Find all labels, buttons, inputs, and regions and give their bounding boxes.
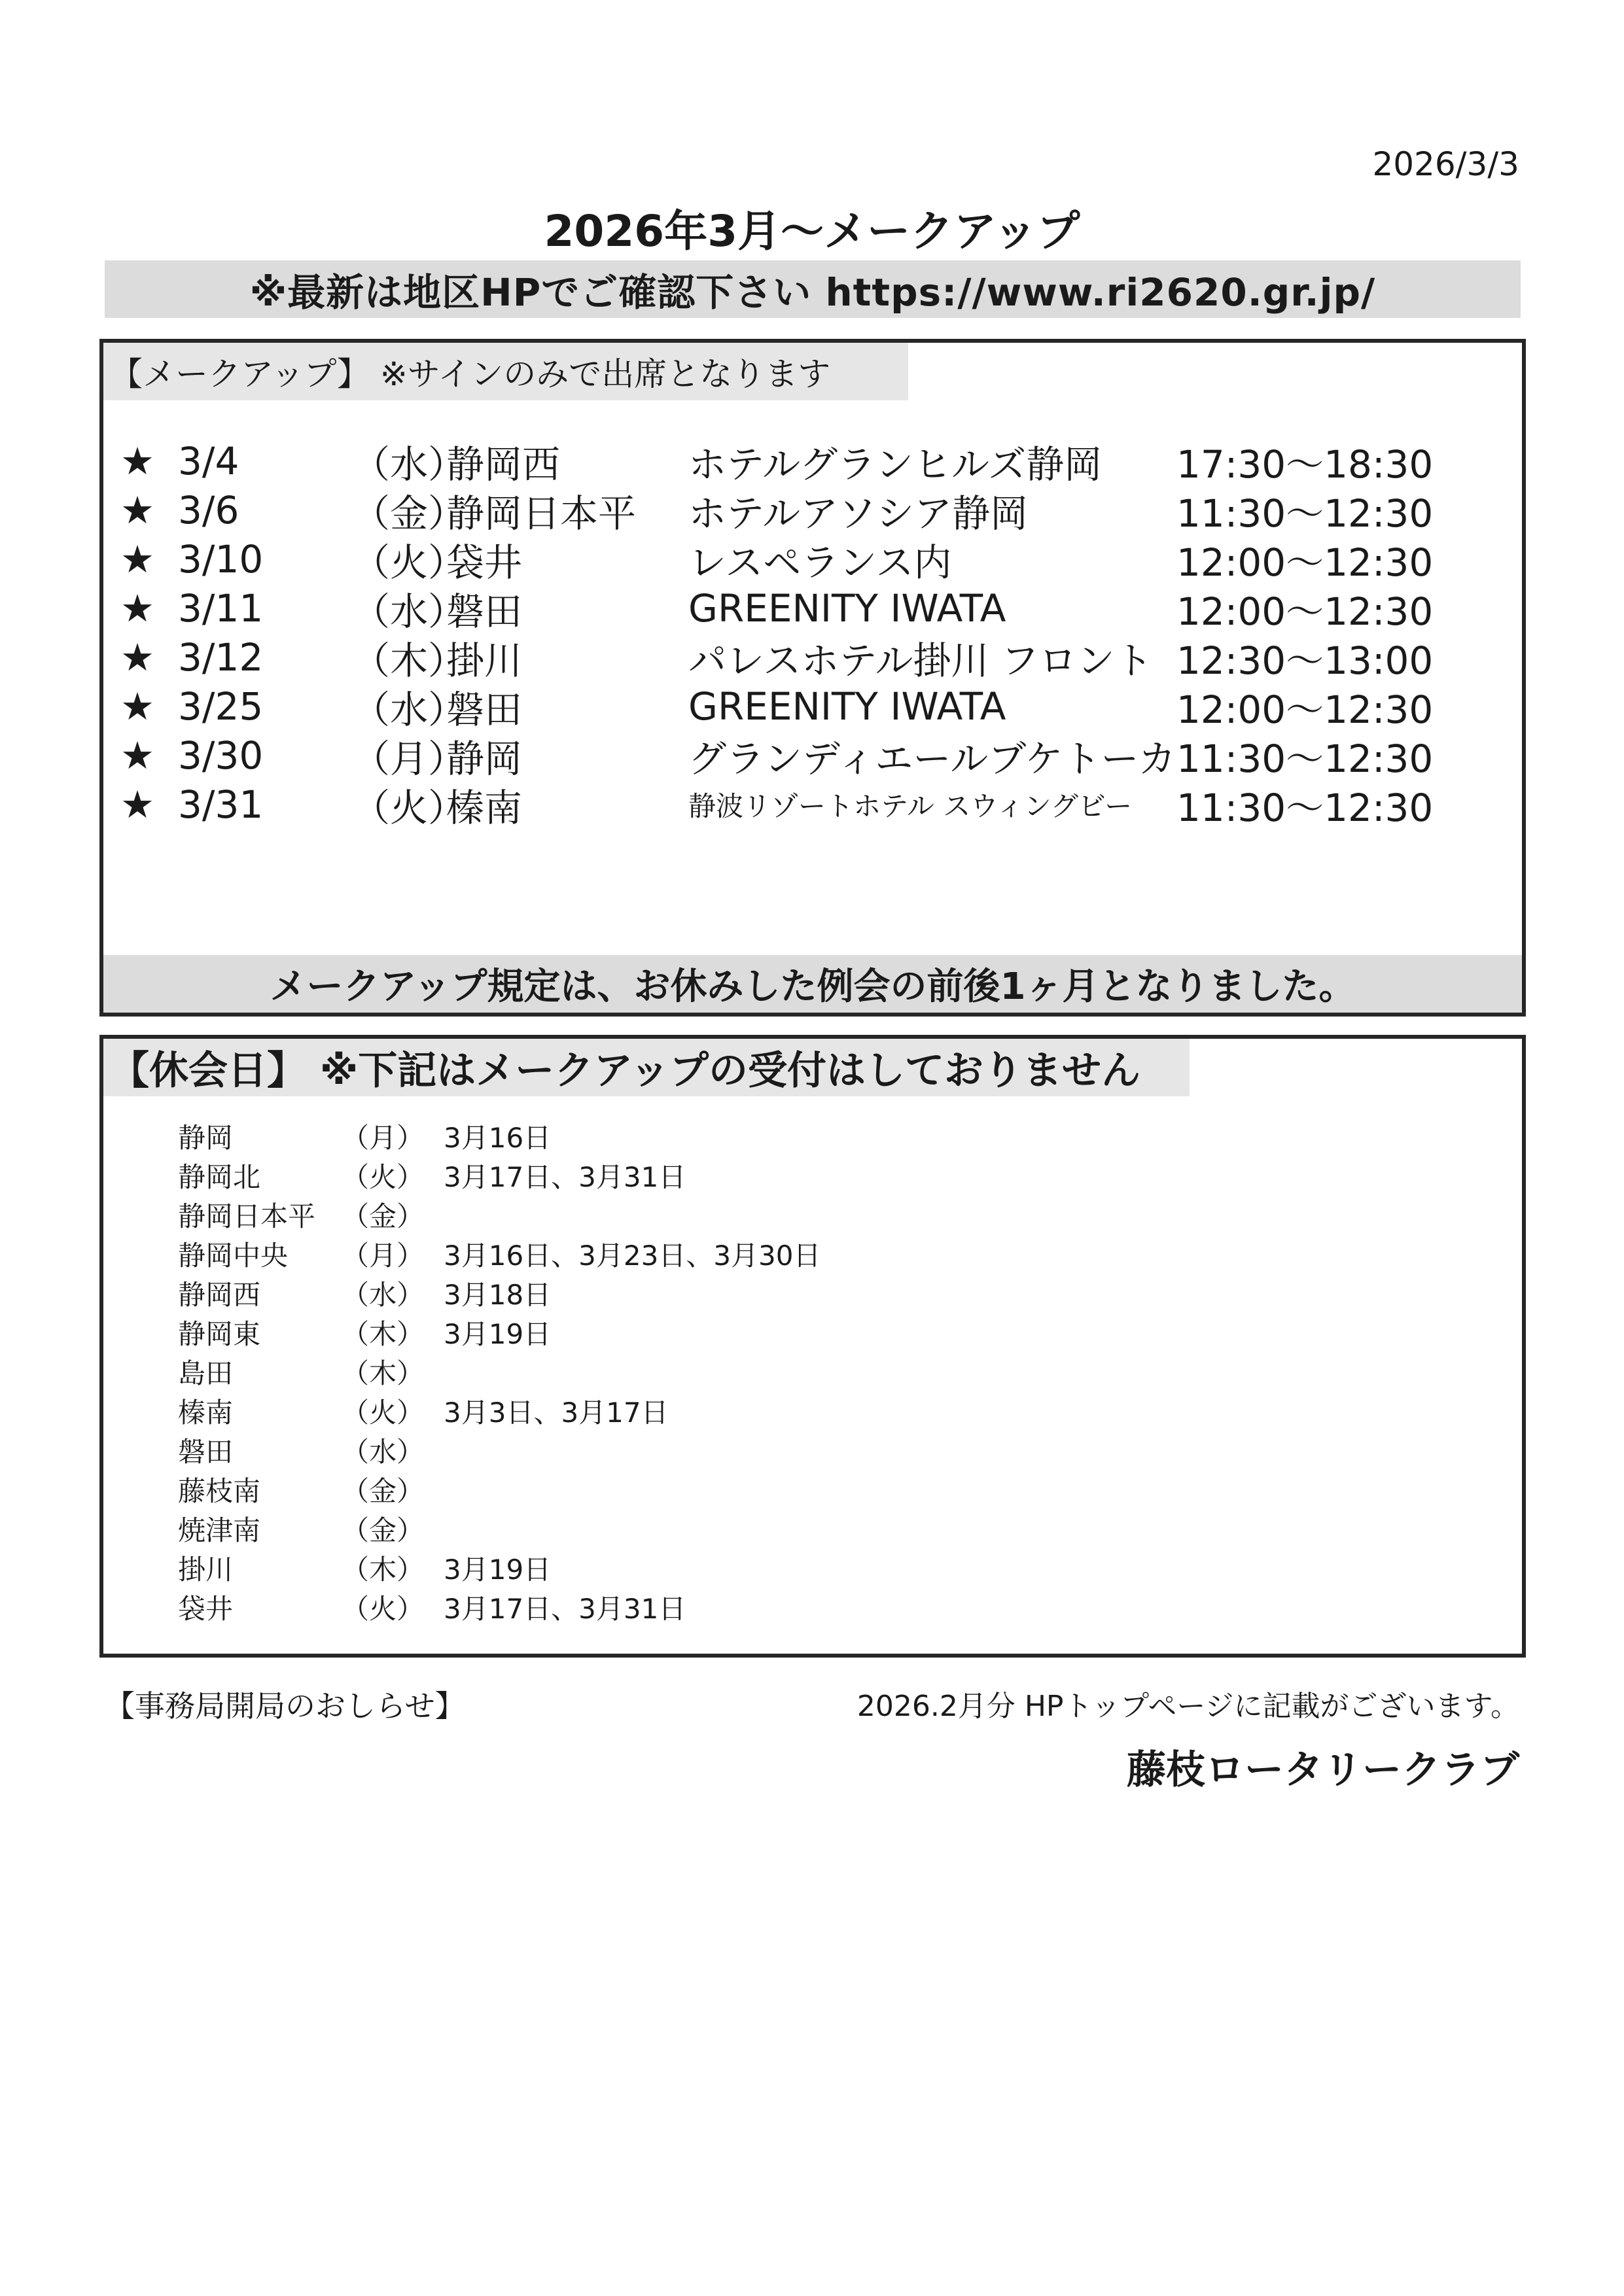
closed-club: 静岡東 bbox=[178, 1318, 261, 1350]
makeup-row bbox=[120, 487, 1451, 536]
makeup-weekday: （木） bbox=[352, 638, 467, 683]
makeup-time: 17:30～18:30 bbox=[1176, 442, 1434, 487]
closed-dates: 3月17日、3月31日 bbox=[444, 1593, 686, 1625]
office-notice-text: 2026.2月分 HPトップページに記載がございます。 bbox=[856, 1690, 1519, 1723]
makeup-weekday: （水） bbox=[352, 589, 467, 634]
closed-dates: 3月18日 bbox=[444, 1279, 552, 1311]
makeup-club: 静岡 bbox=[446, 737, 523, 781]
star-icon: ★ bbox=[120, 488, 154, 532]
closed-club: 島田 bbox=[178, 1357, 234, 1389]
makeup-date: 3/25 bbox=[178, 684, 264, 729]
closed-dates: 3月17日、3月31日 bbox=[444, 1161, 686, 1193]
closed-club: 掛川 bbox=[178, 1554, 234, 1586]
closed-weekday: （月） bbox=[342, 1240, 425, 1272]
subtitle-banner: ※最新は地区HPでご確認下さい https://www.ri2620.gr.jp/ bbox=[105, 260, 1521, 318]
makeup-row bbox=[120, 684, 1451, 732]
makeup-time: 11:30～12:30 bbox=[1176, 737, 1434, 781]
closed-row bbox=[178, 1157, 686, 1194]
makeup-time: 11:30～12:30 bbox=[1176, 786, 1434, 830]
makeup-heading: 【メークアップ】 ※サインのみで出席となります bbox=[103, 343, 908, 400]
page-title: 2026年3月～メークアップ bbox=[544, 206, 1080, 256]
closed-row bbox=[178, 1510, 444, 1548]
closed-club: 磐田 bbox=[178, 1436, 234, 1468]
makeup-time: 12:30～13:00 bbox=[1176, 638, 1434, 683]
closed-weekday: （木） bbox=[342, 1357, 425, 1389]
closed-weekday: （火） bbox=[342, 1161, 425, 1193]
makeup-venue: ホテルアソシア静岡 bbox=[688, 491, 1029, 536]
makeup-time: 11:30～12:30 bbox=[1176, 491, 1434, 536]
makeup-date: 3/12 bbox=[178, 635, 264, 680]
makeup-row bbox=[120, 733, 1451, 781]
closed-dates: 3月19日 bbox=[444, 1318, 552, 1350]
closed-weekday: （木） bbox=[342, 1554, 425, 1586]
closed-weekday: （月） bbox=[342, 1122, 425, 1154]
closed-row bbox=[178, 1235, 821, 1273]
closed-club: 袋井 bbox=[178, 1593, 234, 1625]
makeup-row bbox=[120, 782, 1451, 830]
makeup-time: 12:00～12:30 bbox=[1176, 687, 1434, 732]
closed-row bbox=[178, 1549, 551, 1587]
closed-row bbox=[178, 1470, 444, 1508]
closed-days-heading: 【休会日】 ※下記はメークアップの受付はしておりません bbox=[103, 1039, 1190, 1096]
star-icon: ★ bbox=[120, 733, 154, 778]
closed-club: 藤枝南 bbox=[178, 1475, 261, 1507]
closed-club: 静岡中央 bbox=[178, 1240, 289, 1272]
makeup-date: 3/4 bbox=[178, 439, 239, 483]
closed-weekday: （水） bbox=[342, 1279, 425, 1311]
makeup-date: 3/31 bbox=[178, 782, 264, 827]
closed-club: 焼津南 bbox=[178, 1514, 261, 1546]
closed-dates: 3月16日 bbox=[444, 1122, 552, 1154]
closed-club: 静岡西 bbox=[178, 1279, 261, 1311]
closed-weekday: （火） bbox=[342, 1593, 425, 1625]
makeup-row bbox=[120, 438, 1451, 487]
closed-weekday: （金） bbox=[342, 1475, 425, 1507]
closed-club: 静岡北 bbox=[178, 1161, 261, 1193]
star-icon: ★ bbox=[120, 635, 154, 680]
makeup-row bbox=[120, 536, 1451, 585]
closed-club: 静岡日本平 bbox=[178, 1200, 316, 1232]
closed-weekday: （火） bbox=[342, 1397, 425, 1429]
makeup-venue: パレスホテル掛川 フロント bbox=[688, 638, 1153, 683]
closed-row bbox=[178, 1117, 551, 1155]
makeup-club: 磐田 bbox=[446, 589, 523, 634]
closed-weekday: （金） bbox=[342, 1514, 425, 1546]
makeup-venue: グランディエールブケトーカ bbox=[688, 737, 1176, 781]
makeup-weekday: （水） bbox=[352, 442, 467, 487]
closed-club: 静岡 bbox=[178, 1122, 234, 1154]
office-notice-heading: 【事務局開局のおしらせ】 bbox=[105, 1688, 465, 1724]
closed-row bbox=[178, 1392, 669, 1430]
makeup-club: 袋井 bbox=[446, 540, 523, 585]
makeup-row bbox=[120, 635, 1451, 683]
makeup-venue: GREENITY IWATA bbox=[688, 586, 1006, 631]
makeup-venue: ホテルグランヒルズ静岡 bbox=[688, 442, 1103, 487]
star-icon: ★ bbox=[120, 782, 154, 827]
makeup-club: 静岡西 bbox=[446, 442, 561, 487]
closed-row bbox=[178, 1313, 551, 1351]
makeup-club: 静岡日本平 bbox=[446, 491, 637, 536]
club-name: 藤枝ロータリークラブ bbox=[1127, 1747, 1519, 1793]
star-icon: ★ bbox=[120, 537, 154, 582]
closed-days-section bbox=[99, 1035, 1526, 1658]
closed-row bbox=[178, 1274, 551, 1312]
makeup-weekday: （水） bbox=[352, 687, 467, 732]
makeup-club: 榛南 bbox=[446, 786, 523, 830]
document-date: 2026/3/3 bbox=[1372, 145, 1519, 183]
makeup-time: 12:00～12:30 bbox=[1176, 540, 1434, 585]
makeup-weekday: （月） bbox=[352, 737, 467, 781]
closed-weekday: （木） bbox=[342, 1318, 425, 1350]
closed-club: 榛南 bbox=[178, 1397, 234, 1429]
closed-dates: 3月19日 bbox=[444, 1554, 552, 1586]
closed-dates: 3月3日、3月17日 bbox=[444, 1397, 669, 1429]
star-icon: ★ bbox=[120, 586, 154, 631]
closed-row bbox=[178, 1588, 686, 1626]
closed-row bbox=[178, 1431, 444, 1469]
makeup-weekday: （火） bbox=[352, 540, 467, 585]
closed-weekday: （水） bbox=[342, 1436, 425, 1468]
closed-row bbox=[178, 1353, 444, 1391]
makeup-date: 3/6 bbox=[178, 488, 239, 532]
makeup-weekday: （金） bbox=[352, 491, 467, 536]
makeup-section bbox=[99, 339, 1526, 1017]
makeup-date: 3/10 bbox=[178, 537, 264, 582]
closed-row bbox=[178, 1196, 444, 1234]
makeup-club: 掛川 bbox=[446, 638, 523, 683]
closed-weekday: （金） bbox=[342, 1200, 425, 1232]
makeup-row bbox=[120, 585, 1451, 634]
makeup-rule-note: メークアップ規定は、お休みした例会の前後1ヶ月となりました。 bbox=[103, 955, 1522, 1013]
closed-dates: 3月16日、3月23日、3月30日 bbox=[444, 1240, 821, 1272]
star-icon: ★ bbox=[120, 684, 154, 729]
makeup-club: 磐田 bbox=[446, 687, 523, 732]
makeup-weekday: （火） bbox=[352, 786, 467, 830]
makeup-venue: レスペランス内 bbox=[688, 540, 952, 585]
makeup-venue: 静波リゾートホテル スウィングビー bbox=[688, 790, 1133, 822]
makeup-venue: GREENITY IWATA bbox=[688, 684, 1006, 729]
star-icon: ★ bbox=[120, 439, 154, 483]
makeup-date: 3/30 bbox=[178, 733, 264, 778]
makeup-date: 3/11 bbox=[178, 586, 264, 631]
makeup-time: 12:00～12:30 bbox=[1176, 589, 1434, 634]
